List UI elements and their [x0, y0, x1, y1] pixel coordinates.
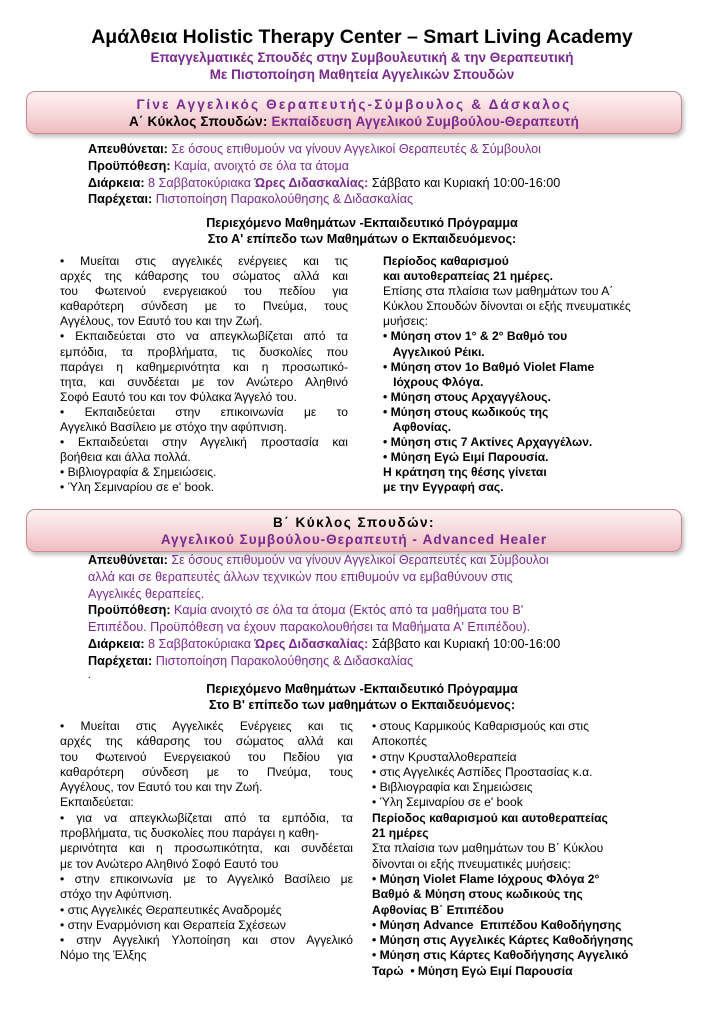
list-line: Αγγελικού Ρέικι.	[383, 344, 485, 359]
list-line: μυήσεις:	[383, 314, 429, 329]
section-b-info	[88, 552, 668, 682]
list-line: • Μύηση στους Αρχαγγέλους.	[383, 389, 551, 404]
section-b-prereq	[88, 602, 668, 619]
section-a-curriculum-heading	[0, 216, 724, 247]
list-line: Αγγέλους, τον Εαυτό του και την Ζωή.	[60, 780, 263, 795]
section-a-provides	[88, 191, 668, 208]
hours-label: Ώρες Διδασκαλίας:	[254, 175, 369, 190]
section-b-duration	[88, 636, 668, 653]
stray-dot: .	[88, 669, 91, 681]
list-line: • στις Αγγελικές Ασπίδες Προστασίας κ.α.	[372, 764, 593, 779]
list-line: • Ύλη Σεμιναρίου σε e' book.	[60, 480, 215, 495]
list-line: • στην επικοινωνία με το Αγγελικό Βασίλειο με	[60, 871, 353, 886]
duration-value: 8 Σαββατοκύριακα	[148, 636, 252, 651]
hours-label: Ώρες Διδασκαλίας:	[254, 636, 369, 651]
list-line: Νόμο της Έλξης	[60, 948, 147, 963]
section-b-banner-subtitle: Αγγελικού Συμβούλου-Θεραπευτή - Advanced Healer	[160, 532, 548, 547]
provides-label: Παρέχεται:	[88, 192, 153, 207]
list-line: • Εκπαιδεύεται στην επικοινωνία με το	[60, 404, 348, 419]
list-line: εμπόδια, τα προβλήματα, τις δυσκολίες που	[60, 344, 348, 359]
list-line: παράγει η καθημερινότητα και η προσωπικό-	[60, 359, 348, 374]
provides-value: Πιστοποίηση Παρακολούθησης & Διδασκαλίας	[155, 192, 414, 207]
list-line: δίνονται οι εξής πνευματικές μυήσεις:	[372, 856, 571, 871]
list-line: τητα, και συνδέεται με τον Ανώτερο Αληθινό	[60, 374, 348, 389]
section-b-audience-line-3: Αγγελικές θεραπείες.	[88, 586, 205, 601]
section-b-banner-title: Β΄ Κύκλος Σπουδών:	[272, 515, 436, 530]
list-line: Αγγέλους, τον Εαυτό του και την Ζωή.	[60, 314, 263, 329]
list-line: • Μύηση στους κωδικούς της	[383, 404, 549, 419]
list-line: • στους Καρμικούς Καθαρισμούς και στις	[372, 719, 589, 733]
list-line: Εκπαιδεύεται:	[60, 795, 134, 810]
list-line: προβλήματα, τις δυσκολίες που παράγει η καθη-	[60, 826, 319, 841]
duration-label: Διάρκεια:	[88, 636, 145, 651]
provides-label: Παρέχεται:	[88, 653, 153, 668]
list-line: • Μύηση στις Κάρτες Καθοδήγησης Αγγελικό	[372, 948, 629, 963]
list-line: και αυτοθεραπείας 21 ημέρες.	[383, 269, 553, 284]
list-line: στόχο την Αφύπνιση.	[60, 887, 173, 902]
list-line: Αφθονίας.	[383, 420, 452, 435]
section-a-banner-subtitle	[27, 113, 681, 130]
section-a-cycle-label: Α΄ Κύκλος Σπουδών:	[128, 114, 268, 129]
section-b-prereq-line-2: Επιπέδου. Προϋπόθεση να έχουν παρακολουθήσει τα Μαθήματα Α' Επιπέδου).	[88, 620, 531, 635]
list-line: • Βιβλιογραφία & Σημειώσεις.	[60, 465, 217, 480]
list-line: βοήθεια και άλλα πολλά.	[60, 450, 191, 465]
hours-value: Σάββατο και Κυριακή 10:00-16:00	[371, 175, 561, 190]
list-line: με τον Ανώτερο Αληθινό Σοφό Εαυτό του	[60, 856, 279, 871]
list-line: Περίοδος καθαρισμού	[383, 254, 509, 268]
prereq-value: Καμία ανοιχτό σε όλα τα άτομα (Εκτός από τα μαθήματα του Β'	[174, 603, 524, 618]
list-line: • για να απεγκλωβίζεται από τα εμπόδια, τα	[60, 810, 353, 825]
section-a-right-column	[383, 254, 683, 496]
section-b-right-column	[372, 719, 692, 979]
list-line: Βαθμό & Μύηση στους κωδικούς της	[372, 887, 583, 902]
list-line: με την Εγγραφή σας.	[383, 480, 504, 495]
hours-value: Σάββατο και Κυριακή 10:00-16:00	[371, 636, 561, 651]
prereq-label: Προϋπόθεση:	[88, 158, 171, 173]
prereq-label: Προϋπόθεση:	[88, 603, 171, 618]
list-line: • Μύηση στις Αγγελικές Κάρτες Καθοδήγησης	[372, 933, 634, 948]
section-b-provides	[88, 653, 668, 670]
list-line: • Ύλη Σεμιναρίου σε e' book	[372, 795, 523, 810]
audience-label: Απευθύνεται:	[88, 142, 168, 156]
list-line: Αποκοπές	[372, 734, 427, 749]
section-b-banner	[26, 509, 682, 552]
section-a-info	[88, 141, 668, 208]
list-line: • Μύηση στις 7 Ακτίνες Αρχαγγέλων.	[383, 435, 593, 450]
section-b-curriculum-heading	[0, 682, 724, 713]
list-line: καθαρότερη σύνδεση με το Πνεύμα, τους	[60, 299, 348, 314]
list-line: Ταρώ • Μύηση Εγώ Ειμί Παρουσία	[372, 963, 573, 978]
list-line: Η κράτηση της θέσης γίνεται	[383, 465, 547, 480]
list-line: • Βιβλιογραφία και Σημειώσεις	[372, 780, 533, 795]
provides-value: Πιστοποίηση Παρακολούθησης & Διδασκαλίας	[155, 653, 414, 668]
section-a-duration	[88, 175, 668, 192]
list-line: • Μύηση στον 1ο Βαθμό Violet Flame	[383, 359, 595, 374]
list-line: • στις Αγγελικές Θεραπευτικές Αναδρομές	[60, 902, 282, 917]
list-line: καθαρότερη σύνδεση με το Πνεύμα, τους	[60, 764, 353, 779]
list-line: Σοφό Εαυτό του και τον Φύλακα Άγγελό του.	[60, 389, 297, 404]
list-line: • στην Εναρμόνιση και Θεραπεία Σχέσεων	[60, 917, 286, 932]
list-line: • Μύηση Εγώ Ειμί Παρουσία.	[383, 450, 549, 465]
page-subtitle-2: Με Πιστοποίηση Μαθητεία Αγγελικών Σπουδών	[209, 67, 515, 82]
list-line: του Φωτεινού ενεργειακού του πεδίου για	[60, 284, 348, 299]
list-line: 21 ημέρες	[372, 826, 429, 841]
list-line: • Εκπαιδεύεται στην Αγγελική προστασία και	[60, 435, 348, 450]
list-line: • Μύηση Violet Flame Ιόχρους Φλόγα 2°	[372, 871, 600, 886]
section-b-audience-line-2: αλλά και σε θεραπευτές άλλων τεχνικών που επιθυμούν να εμβαθύνουν στις	[88, 569, 513, 584]
list-line: Επίσης στα πλαίσια των μαθημάτων του Α΄	[383, 284, 614, 299]
section-a-prereq	[88, 158, 668, 175]
curriculum-heading-line-2: Στο Β' επίπεδο των μαθημάτων ο Εκπαιδευόμενος:	[208, 697, 516, 712]
list-line: αρχές της κάθαρσης του σώματος αλλά και	[60, 734, 353, 749]
audience-value: Σε όσους επιθυμούν να γίνουν Αγγελικοί Θεραπευτές και Σύμβουλοι	[171, 553, 549, 567]
list-line: • Εκπαιδεύεται στο να απεγκλωβίζεται από τα	[60, 329, 348, 344]
audience-value: Σε όσους επιθυμούν να γίνουν Αγγελικοί Θεραπευτές & Σύμβουλοι	[171, 142, 541, 156]
section-a-left-column	[60, 254, 348, 496]
prereq-value: Καμία, ανοιχτό σε όλα τα άτομα	[174, 158, 350, 173]
list-line: • Μύηση στον 1° & 2° Βαθμό του	[383, 329, 568, 344]
list-line: Στα πλαίσια των μαθημάτων του Β΄ Κύκλου	[372, 841, 604, 856]
duration-label: Διάρκεια:	[88, 175, 145, 190]
curriculum-heading-line-2: Στο Α' επίπεδο των Μαθημάτων ο Εκπαιδευόμενος:	[207, 231, 517, 246]
list-line: του Φωτεινού Ενεργειακού του Πεδίου για	[60, 749, 353, 764]
section-b-left-column	[60, 719, 353, 964]
section-a-banner	[26, 91, 682, 134]
curriculum-heading-line-1: Περιεχόμενο Μαθημάτων -Εκπαιδευτικό Πρόγραμμα	[206, 682, 518, 696]
list-line: • στην Κρυσταλλοθεραπεία	[372, 749, 517, 764]
curriculum-heading-line-1: Περιεχόμενο Μαθημάτων -Εκπαιδευτικό Πρόγραμμα	[206, 216, 518, 230]
list-line: Ιόχρους Φλόγα.	[383, 374, 484, 389]
section-b-audience	[88, 552, 668, 569]
list-line: • στην Αγγελική Υλοποίηση και στον Αγγελικό	[60, 933, 353, 948]
list-line: Αφθονίας Β΄ Επιπέδου	[372, 902, 504, 917]
list-line: Περίοδος καθαρισμού και αυτοθεραπείας	[372, 810, 608, 825]
page-subtitle-1: Επαγγελματικές Σπουδές στην Συμβουλευτική & την Θεραπευτική	[150, 50, 574, 65]
list-line: Κύκλου Σπουδών δίνονται οι εξής πνευματικές	[383, 299, 631, 314]
duration-value: 8 Σαββατοκύριακα	[148, 175, 252, 190]
list-line: Αγγελικό Βασίλειο με στόχο την αφύπνιση.	[60, 420, 287, 435]
list-line: μερινότητα και η προσωπικότητα, και συνδέεται	[60, 841, 353, 856]
list-line: • Μυείται στις αγγελικές ενέργειες και τις	[60, 254, 348, 268]
section-a-cycle-value: Εκπαίδευση Αγγελικού Συμβούλου-Θεραπευτή	[271, 114, 580, 129]
list-line: αρχές της κάθαρσης του σώματος αλλά και	[60, 269, 348, 284]
list-line: • Μυείται στις Αγγελικές Ενέργειες και τις	[60, 719, 353, 733]
section-a-banner-title: Γίνε Αγγελικός Θεραπευτής-Σύμβουλος & Δάσκαλος	[136, 97, 572, 112]
audience-label: Απευθύνεται:	[88, 553, 168, 567]
page-title: Αμάλθεια Holistic Therapy Center – Smart Living Academy	[91, 26, 633, 48]
list-line: • Μύηση Advance Επιπέδου Καθοδήγησης	[372, 917, 622, 932]
section-a-audience	[88, 141, 668, 158]
